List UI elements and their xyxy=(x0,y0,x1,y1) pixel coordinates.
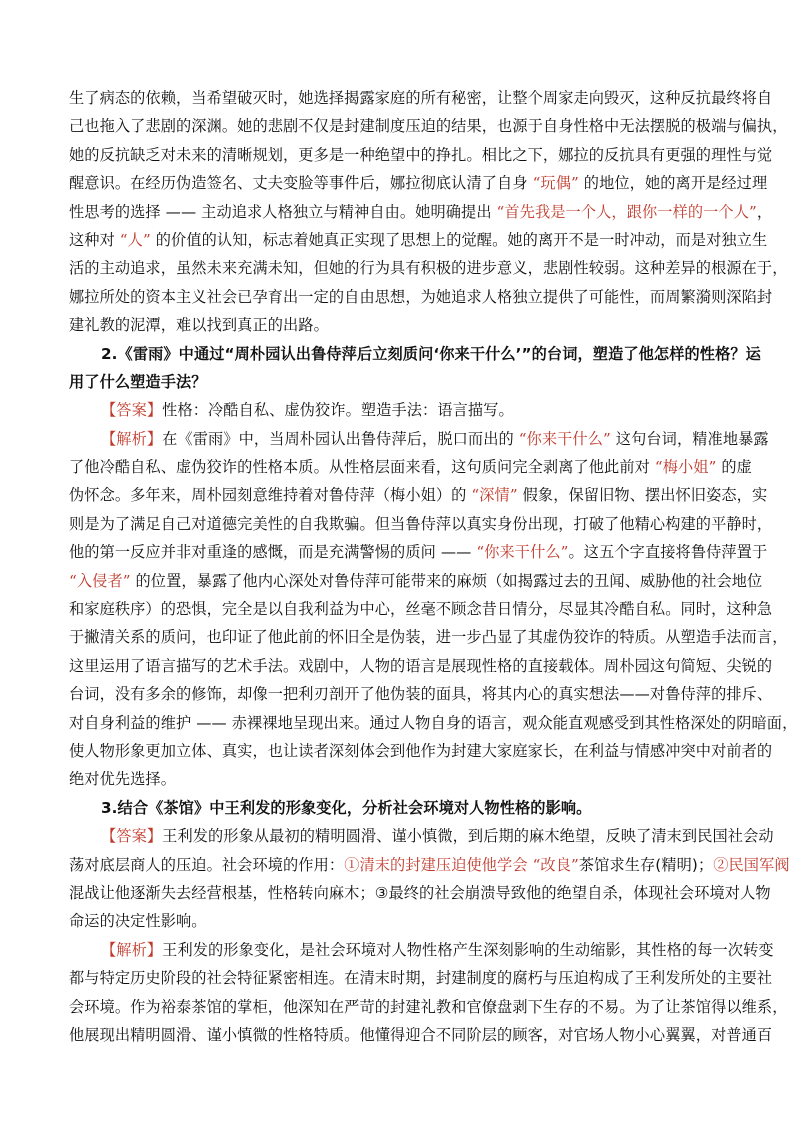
body-text: 的虚 xyxy=(716,458,752,477)
analysis-2-line xyxy=(69,680,773,708)
body-text: 的位置，暴露了他内心深处对鲁侍萍可能带来的麻烦（如揭露过去的丑闻、威胁他的社会地位 xyxy=(130,571,763,590)
body-text: 则是为了满足自己对道德完美性的自我欺骗。但当鲁侍萍以真实身份出现，打破了他精心构建的平静时， xyxy=(69,514,773,533)
body-text: 伪怀念。多年来，周朴园刻意维持着对鲁侍萍（梅小姐）的 xyxy=(69,486,472,505)
analysis-2-line xyxy=(69,709,797,737)
paragraph-line xyxy=(69,112,788,140)
body-text: 的地位，她的离开是经过理 xyxy=(578,174,768,193)
body-text: 茶馆求生存(精明)； xyxy=(578,855,714,874)
paragraph-line xyxy=(69,84,773,112)
answer-2 xyxy=(69,396,729,424)
paragraph-line xyxy=(69,311,729,339)
analysis-2-line xyxy=(69,737,773,765)
paragraph-line xyxy=(69,141,773,169)
paragraph-line xyxy=(69,283,773,311)
body-text: 命运的决定性影响。 xyxy=(69,912,207,931)
body-text: 他展现出精明圆滑、谨小慎微的性格特质。他懂得迎合不同阶层的顾客，对官场人物小心翼翼，对普通百 xyxy=(69,1025,773,1044)
question-text: 用了什么塑造手法？ xyxy=(69,372,207,391)
quoted-highlight: “首先我是一个人，跟你一样的一个人” xyxy=(496,202,757,221)
body-text: 的价值的认知，标志着她真正实现了思想上的觉醒。她的离开不是一时冲动，而是对独立生 xyxy=(150,230,768,249)
label-tag: 【答案】 xyxy=(101,827,163,846)
body-text: 他的第一反应并非对重逢的感慨，而是充满警惕的质问 —— xyxy=(69,543,477,562)
quoted-highlight: ②民国军阀 xyxy=(713,855,790,874)
question-text: 3.结合《茶馆》中王利发的形象变化，分析社会环境对人物性格的影响。 xyxy=(101,798,592,817)
body-text: 王利发的形象从最初的精明圆滑、谨小慎微，到后期的麻木绝望，反映了清末到民国社会动 xyxy=(162,827,774,846)
body-text: 这里运用了语言描写的艺术手法。戏剧中，人物的语言是展现性格的直接载体。周朴园这句简短、尖锐的 xyxy=(69,656,773,675)
answer-3-line xyxy=(69,851,790,879)
body-text: 建礼教的泥潭，难以找到真正的出路。 xyxy=(69,316,329,335)
label-tag: 【解析】 xyxy=(101,429,163,448)
quoted-highlight: “梅小姐” xyxy=(654,458,717,477)
body-text: 荡对底层商人的压迫。社会环境的作用： xyxy=(69,855,345,874)
answer-3-line xyxy=(69,822,774,850)
analysis-2-line xyxy=(69,481,768,509)
analysis-2-line xyxy=(69,538,768,566)
analysis-2-line xyxy=(69,453,752,481)
question-2 xyxy=(69,340,761,368)
analysis-2-line xyxy=(69,425,769,453)
answer-3-line xyxy=(69,879,771,907)
analysis-2-line xyxy=(69,623,788,651)
body-text: 于撇清关系的质问，也印证了他此前的怀旧全是伪装，进一步凸显了其虚伪狡诈的特质。从塑造手法而言， xyxy=(69,628,788,647)
body-text: 生了病态的依赖，当希望破灭时，她选择揭露家庭的所有秘密，让整个周家走向毁灭，这种反抗最终将自 xyxy=(69,89,773,107)
question-text: 2.《雷雨》中通过“周朴园认出鲁侍萍后立刻质问‘你来干什么’”的台词，塑造了他怎样的性格？运 xyxy=(101,344,761,363)
body-text: 在《雷雨》中，当周朴园认出鲁侍萍后，脱口而出的 xyxy=(162,429,519,448)
analysis-3-line xyxy=(69,964,773,992)
analysis-3-line xyxy=(69,993,788,1021)
body-text: 对自身利益的维护 —— 赤裸裸地呈现出来。通过人物自身的语言，观众能直观感受到其性格深处的阴暗面， xyxy=(69,713,797,732)
analysis-2-line xyxy=(69,595,773,623)
body-text: 会环境。作为裕泰茶馆的掌柜，他深知在严苛的封建礼教和官僚盘剥下生存的不易。为了让茶馆得以维系， xyxy=(69,997,788,1016)
body-text: 假象，保留旧物、摆出怀旧姿态，实 xyxy=(517,486,768,505)
quoted-highlight: “人” xyxy=(119,230,151,249)
paragraph-line xyxy=(69,226,768,254)
answer-tag: 【答案】 xyxy=(101,401,163,420)
quoted-highlight: “你来干什么” xyxy=(518,429,611,448)
quoted-highlight: “玩偶” xyxy=(532,174,579,193)
body-text: 混战让他逐渐失去经营根基，性格转向麻木；③最终的社会崩溃导致他的绝望自杀，体现社会环境对人物 xyxy=(69,883,771,902)
paragraph-line xyxy=(69,169,768,197)
body-text: 王利发的形象变化，是社会环境对人物性格产生深刻影响的生动缩影，其性格的每一次转变 xyxy=(162,940,774,959)
body-text: 性思考的选择 —— 主动追求人格独立与精神自由。她明确提出 xyxy=(69,202,497,221)
body-text: 己也拖入了悲剧的深渊。她的悲剧不仅是封建制度压迫的结果，也源于自身性格中无法摆脱的极端与偏执， xyxy=(69,117,788,136)
quoted-highlight: “深情” xyxy=(471,486,518,505)
paragraph-line xyxy=(69,198,773,226)
question-3 xyxy=(69,794,729,822)
body-text: 都与特定历史阶段的社会特征紧密相连。在清末时期，封建制度的腐朽与压迫构成了王利发所处的主要社 xyxy=(69,969,773,988)
document-page xyxy=(69,84,797,1049)
answer-3-line xyxy=(69,907,729,935)
body-text: 醒意识。在经历伪造签名、丈夫变脸等事件后，娜拉彻底认清了自身 xyxy=(69,174,533,193)
quoted-highlight: “入侵者” xyxy=(69,571,131,590)
body-text: 这句台词，精准地暴露 xyxy=(610,429,769,448)
body-text: 活的主动追求，虽然未来充满未知，但她的行为具有积极的进步意义，悲剧性较弱。这种差异的根源在于， xyxy=(69,259,788,278)
body-text: 这种对 xyxy=(69,230,120,249)
body-text: ， xyxy=(756,202,773,221)
body-text: 使人物形象更加立体、真实，也让读者深刻体会到他作为封建大家庭家长，在利益与情感冲突中对前者的 xyxy=(69,741,773,760)
body-text: 台词，没有多余的修饰，却像一把利刃剖开了他伪装的面具，将其内心的真实想法——对鲁侍萍的排斥、 xyxy=(69,685,773,704)
analysis-2-line xyxy=(69,652,773,680)
body-text: 和家庭秩序）的恐惧，完全是以自我利益为中心，丝毫不顾念昔日情分，尽显其冷酷自私。同时，这种急 xyxy=(69,600,773,619)
body-text: 绝对优先选择。 xyxy=(69,770,177,789)
body-text: 。这五个字直接将鲁侍萍置于 xyxy=(568,543,768,562)
body-text: 娜拉所处的资本主义社会已孕育出一定的自由思想，为她追求人格独立提供了可能性，而周繁漪则深陷封 xyxy=(69,287,773,306)
quoted-highlight: “你来干什么” xyxy=(476,543,569,562)
analysis-2-line xyxy=(69,510,773,538)
analysis-2-line xyxy=(69,765,729,793)
analysis-2-line xyxy=(69,567,763,595)
paragraph-line xyxy=(69,254,788,282)
analysis-3-line xyxy=(69,936,774,964)
body-text: 了他冷酷自私、虚伪狡诈的性格本质。从性格层面来看，这句质问完全剥离了他此前对 xyxy=(69,458,655,477)
question-2-cont xyxy=(69,368,729,396)
analysis-3-line xyxy=(69,1021,773,1049)
answer-text: 性格：冷酷自私、虚伪狡诈。塑造手法：语言描写。 xyxy=(162,401,514,420)
label-tag: 【解析】 xyxy=(101,940,163,959)
quoted-highlight: ①清末的封建压迫使他学会 “改良” xyxy=(344,855,579,874)
body-text: 她的反抗缺乏对未来的清晰规划，更多是一种绝望中的挣扎。相比之下，娜拉的反抗具有更强的理性与觉 xyxy=(69,145,773,164)
